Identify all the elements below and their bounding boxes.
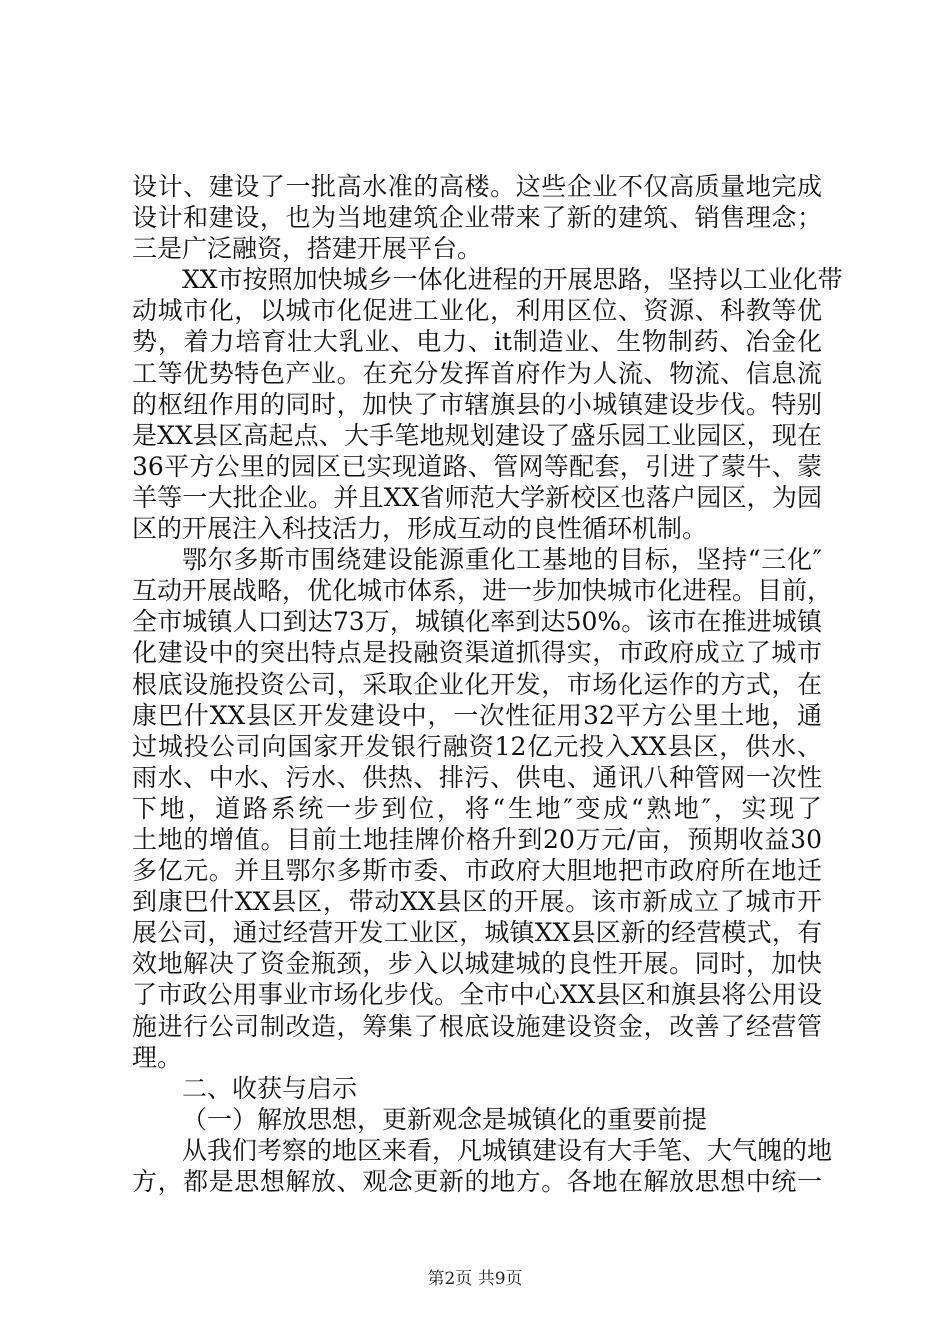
text-line: 展公司，通过经营开发工业区，城镇XX县区新的经营模式，有 [132, 918, 822, 948]
text-line: 设计、建设了一批高水准的高楼。这些企业不仅高质量地完成 [132, 172, 822, 201]
text-line: 根底设施投资公司，采取企业化开发，市场化运作的方式，在 [132, 669, 822, 699]
text-line: 过城投公司向国家开发银行融资12亿元投入XX县区，供水、 [132, 731, 822, 761]
text-line: 效地解决了资金瓶颈，步入以城建城的良性开展。同时，加快 [132, 949, 822, 979]
document-body [132, 171, 843, 1197]
text-line: 羊等一大批企业。并且XX省师范大学新校区也落户园区，为园 [132, 482, 822, 512]
text-line: 动城市化，以城市化促进工业化，利用区位、资源、科教等优 [132, 296, 822, 326]
text-line: XX市按照加快城乡一体化进程的开展思路，坚持以工业化带 [182, 265, 843, 295]
text-line: 雨水、中水、污水、供热、排污、供电、通讯八种管网一次性 [132, 762, 822, 792]
text-line: 设计和建设，也为当地建筑企业带来了新的建筑、销售理念； [132, 203, 822, 233]
text-line: 区的开展注入科技活力，形成互动的良性循环机制。 [132, 514, 708, 544]
text-line: 下地，道路系统一步到位，将“生地″变成“熟地″，实现了 [132, 793, 822, 823]
text-line: 三是广泛融资，搭建开展平台。 [132, 234, 483, 264]
text-line: 到康巴什XX县区，带动XX县区的开展。该市新成立了城市开 [132, 887, 822, 917]
text-line: 理。 [132, 1042, 183, 1072]
text-line: 化建设中的突出特点是投融资渠道抓得实，市政府成立了城市 [132, 638, 822, 668]
text-line: 方，都是思想解放、观念更新的地方。各地在解放思想中统一 [132, 1167, 822, 1196]
text-line: 了市政公用事业市场化步伐。全市中心XX县区和旗县将公用设 [132, 980, 822, 1010]
text-line: 工等优势特色产业。在充分发挥首府作为人流、物流、信息流 [132, 358, 822, 388]
text-line: 全市城镇人口到达73万，城镇化率到达50%。该市在推进城镇 [132, 607, 822, 637]
text-line: 施进行公司制改造，筹集了根底设施建设资金，改善了经营管 [132, 1011, 822, 1041]
text-line: 二、收获与启示 [182, 1073, 358, 1103]
text-line: 的枢纽作用的同时，加快了市辖旗县的小城镇建设步伐。特别 [132, 389, 822, 419]
text-line: 从我们考察的地区来看，凡城镇建设有大手笔、大气魄的地 [182, 1135, 833, 1165]
text-line: 互动开展战略，优化城市体系，进一步加快城市化进程。目前， [132, 576, 833, 606]
text-line: 36平方公里的园区已实现道路、管网等配套，引进了蒙牛、蒙 [132, 451, 822, 481]
text-line: 是XX县区高起点、大手笔地规划建设了盛乐园工业园区，现在 [132, 420, 822, 450]
text-line: 势，着力培育壮大乳业、电力、it制造业、生物制药、冶金化 [132, 327, 822, 357]
page-footer: 第2页 共9页 [427, 1269, 523, 1289]
text-line: 鄂尔多斯市围绕建设能源重化工基地的目标，坚持“三化″ [182, 545, 822, 575]
text-line: 土地的增值。目前土地挂牌价格升到20万元/亩，预期收益30 [132, 824, 822, 854]
text-line: 多亿元。并且鄂尔多斯市委、市政府大胆地把市政府所在地迁 [132, 856, 822, 886]
text-line: （一）解放思想，更新观念是城镇化的重要前提 [182, 1104, 708, 1134]
text-line: 康巴什XX县区开发建设中，一次性征用32平方公里土地，通 [132, 700, 822, 730]
